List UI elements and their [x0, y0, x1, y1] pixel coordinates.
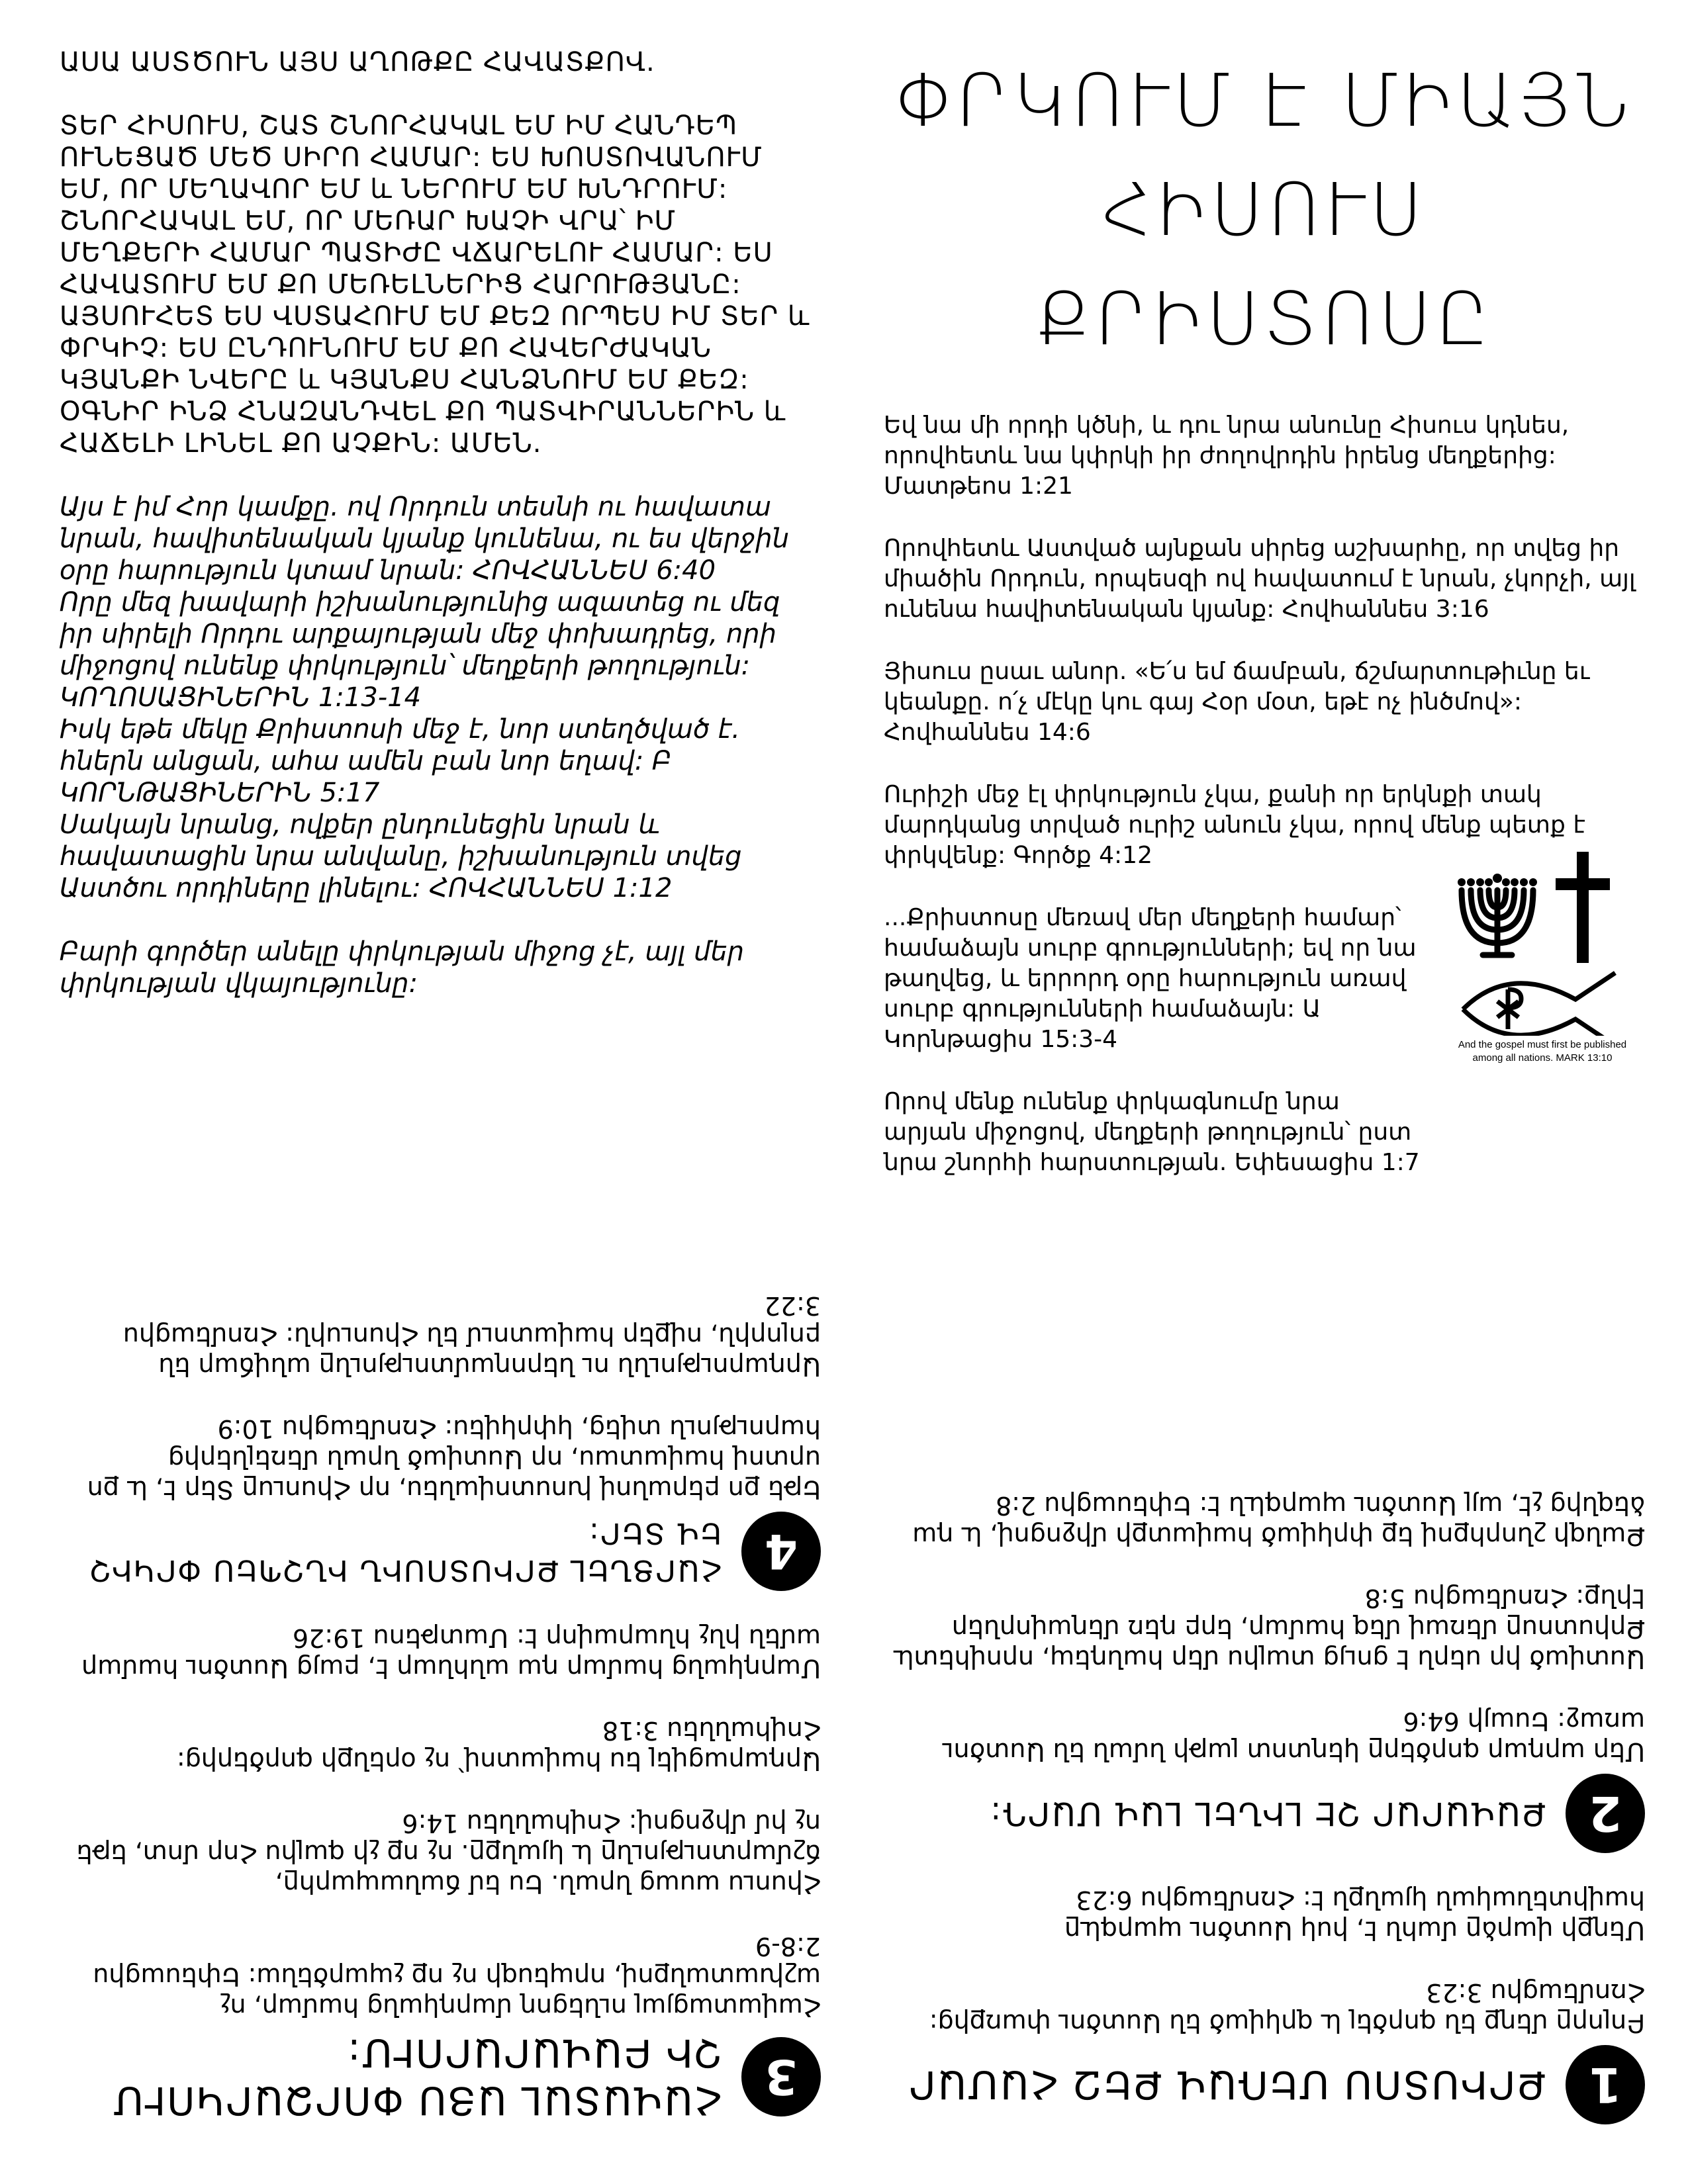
title-line-2: ՀԻՍՈՒՍ ՔՐԻՍՏՈՍԸ — [1035, 167, 1494, 361]
verse-item: Մեր արդար գործերը կեղտոտ լաթի նման են Աստծու առաջ: Եսայի 64:6 — [934, 1707, 1645, 1766]
verse-item: Քանզի շնորհքով եք փրկված հավատքի միջոցով, և դա ձեզնից չէ, այլ Աստծու պարգևն է: Եփեսացիս 2:8 — [904, 1491, 1645, 1551]
step-1-heading: ՔՐԻՍՏՈՍ ՄԵՌԱՎ ՔԵԶ ՀԱՄԱՐ — [908, 2062, 1546, 2107]
verse-item: Որովհետև Աստված այնքան սիրեց աշխարհը, որ տվեց իր միածին Որդուն, որպեսզի ով հավատում է նրան, չկորչի, այլ ունենա հավիտենական կյանք: Հովհաննես 3:16 — [884, 535, 1644, 623]
cross-icon — [1556, 852, 1610, 963]
step-2-header — [884, 1774, 1645, 1853]
verse-item: Մարդկանց համար դա անհնար է, բայց Աստծու համար ամեն ինչ հնարավոր է: Մատթեոս 19:26 — [73, 1623, 821, 1683]
verse-item: Սակայն նրանց, ովքեր ընդունեցին նրան և հավատացին նրա անվանը, իշխանություն տվեց Աստծու որդիները լինելու: ՀՈՎՀԱՆՆԵՍ 1:12 — [60, 809, 751, 903]
step-number-badge: 4 — [741, 1512, 821, 1591]
step-2-heading: ՔԱՎԱՐԱՐ ՉԷ ԼԻՆԵԼ ԼԱՎ ՄԱՐԴ: — [989, 1795, 1546, 1832]
prayer-intro: ԱՍԱ ԱՍՏԾՈՒՆ ԱՅՍ ԱՂՈԹՔԸ ՀԱՎԱՏՔՈՎ. — [60, 47, 655, 77]
symbols-caption: And the gospel must first be published among all nations. MARK 13:10 — [1458, 1039, 1627, 1064]
verse-item: Այս է իմ Հոր կամքը. ով Որդուն տեսնի ու հավատա նրան, հավիտենական կյանք կունենա, ու ես վերջին օրը հարություն կտամ նրան: ՀՈՎՀԱՆՆԵՍ 6:40 — [60, 492, 798, 586]
verse-item: Արդարացվել ես հավատով՝ ոչ օրենքի գործերից: Հովհաննես 3:18 — [168, 1716, 821, 1776]
step-1-header — [884, 2045, 1645, 2124]
step-3-header — [60, 2029, 821, 2124]
verse-item: Արդարությունն ու ներողամտությունը անվճար են բոլորին, ովքեր հավատում են Հիսուսին: Հռոմեացիս 3:22 — [115, 1291, 821, 1381]
step-number-badge: 3 — [741, 2037, 821, 2116]
works-note: Բարի գործեր անելը փրկության միջոց չէ, այլ մեր փրկության վկայությունը: — [60, 936, 753, 999]
steps-panel-right — [884, 1125, 1645, 2131]
title-line-1: ՓՐԿՈՒՄ Է ՄԻԱՅՆ — [894, 58, 1634, 143]
step-4-header — [60, 1512, 821, 1591]
step-number-badge: 1 — [1566, 2045, 1645, 2124]
prayer-panel — [60, 46, 821, 999]
menorah-icon — [1462, 890, 1533, 955]
step-4-heading: ՀԱՐՑՆԵԼ ՔՐԻՍՏՈՍԻՆ ԻՆՉՊԵՍ ՓՐԿԻՉ ԵՎ ՏԵՐ: — [88, 1516, 722, 1587]
religious-symbols — [1456, 844, 1628, 1062]
verse-item: Որը մեզ խավարի իշխանությունից ազատեց ու մեզ իր սիրելի Որդու արքայության մեջ փոխադրեց, որի միջոցով ունենք փրկություն՝ մեղքերի թողություն: ԿՈՂՈՍԱՑԻՆԵՐԻՆ 1:13-14 — [60, 587, 789, 713]
verse-item: Հիսուս ասաց նրան. Ես եմ ճանապարհը, ճշմարտությունը և կյանքը. ոչ ոք չի գալիս Հոր մոտ, եթե ոչ իմ միջոցով: Հովհաննես 14:6 — [68, 1809, 821, 1899]
steps-panel-left — [60, 1125, 821, 2131]
verse-item: Իսկ եթե մեկը Քրիստոսի մեջ է, նոր ստեղծված է. հներն անցան, ահա ամեն բան նոր եղավ: Բ ԿՈՐՆԹԱՑԻՆԵՐԻՆ 5:17 — [60, 714, 749, 808]
verse-item: Աստված իր սերն է ցույց տալիս մեր հանդեպ, որովհետև Քրիստոսը մեռավ մեզ համար, երբ դեռ մեղավորներ էինք: Հռոմեացիս 5:8 — [885, 1584, 1645, 1674]
symbols-graphic — [1456, 844, 1628, 1036]
ichthys-chi-rho-icon — [1463, 973, 1615, 1036]
step-3-heading: ՀԱՎԱՏԱԼ ԱՅՍ ՓՈՐՁԱՐԿՈՒՄ ՉԻ ԲԱՎԱՐԱՐՈՒՄ: — [111, 2030, 722, 2123]
verse-item: Հավատացյալ ունեցող մարդկանց համար, ոչ աշխատանքով, որպեսզի ոչ ոք չպարծենա: Եփեսացիս 2:8-9 — [85, 1932, 821, 2022]
verse-item: Ուրիշի մեջ էլ փրկություն չկա, քանի որ երկնքի տակ մարդկանց տրված ուրիշ անուն չկա, որով մենք պետք է փրկվենք: Գործք 4:12 — [884, 781, 1593, 869]
verse-item: Որով մենք ունենք փրկագնումը նրա արյան միջոցով, մեղքերի թողություն՝ ըստ նրա շնորհի հարստության. Եփեսացիս 1:7 — [884, 1088, 1420, 1176]
verse-item: Եվ նա մի որդի կծնի, և դու նրա անունը Հիսուս կդնես, որովհետև նա կփրկի իր ժողովրդին իրենց մեղքերից: Մատթեոս 1:21 — [884, 412, 1577, 500]
verse-item: Մեղքի վարձը մահն է, իսկ Աստծու պարգևը հավիտենական կյանքն է: Հռոմեացիս 6:23 — [1056, 1886, 1645, 1945]
verse-item: ...Քրիստոսը մեռավ մեր մեղքերի համար՝ համաձայն սուրբ գրությունների; եվ որ նա թաղվեց, և երրորդ օրը հարություն առավ սուրբ գրությունների համաձայն: Ա Կորնթացիս 15:3-4 — [884, 904, 1425, 1053]
prayer-body: ՏԵՐ ՀԻՍՈՒՍ, ՇԱՏ ՇՆՈՐՀԱԿԱԼ ԵՄ ԻՄ ՀԱՆԴԵՊ ՈՒՆԵՑԱԾ ՄԵԾ ՍԻՐՈ ՀԱՄԱՐ: ԵՍ ԽՈՍՏՈՎԱՆՈՒՄ ԵՄ, ՈՐ ՄԵՂԱՎՈՐ ԵՄ և ՆԵՐՈՒՄ ԵՄ ԽՆԴՐՈՒՄ: ՇՆՈՐՀԱԿԱԼ ԵՄ, ՈՐ ՄԵՌԱՐ ԽԱՉԻ ՎՐԱ՝ ԻՄ ՄԵՂՔԵՐԻ ՀԱՄԱՐ ՊԱՏԻԺԸ ՎՃԱՐԵԼՈՒ ՀԱՄԱՐ: ԵՍ ՀԱՎԱՏՈՒՄ ԵՄ ՔՈ ՄԵՌԵԼՆԵՐԻՑ ՀԱՐՈՒԹՅԱՆԸ: ԱՅՍՈՒՀԵՏ ԵՍ ՎՍՏԱՀՈՒՄ ԵՄ ՔԵԶ ՈՐՊԵՍ ԻՄ ՏԵՐ և ՓՐԿԻՉ: ԵՍ ԸՆԴՈՒՆՈՒՄ ԵՄ ՔՈ ՀԱՎԵՐԺԱԿԱՆ ԿՅԱՆՔԻ ՆՎԵՐԸ և ԿՅԱՆՔՍ ՀԱՆՁՆՈՒՄ ԵՄ ՔԵԶ: ՕԳՆԻՐ ԻՆՁ ՀՆԱԶԱՆԴՎԵԼ ՔՈ ՊԱՏՎԻՐԱՆՆԵՐԻՆ և ՀԱՃԵԼԻ ԼԻՆԵԼ ՔՈ ԱՉՔԻՆ: ԱՄԵՆ. — [60, 111, 820, 459]
step-number-badge: 2 — [1566, 1774, 1645, 1853]
verse-item: Բոլորը մեղք են գործել և զրկված են Աստծու փառքից: Հռոմեացիս 3:23 — [921, 1978, 1645, 2038]
verse-item: Եթե քո բերանով խոստովանես, որ Հիսուսը Տեր է, և քո սրտով հավատաս, որ Աստված նրան մեռելներից հարություն տվեց, կփրկվես: Հռոմեացիս 10:9 — [79, 1414, 821, 1504]
verse-item: Յիսուս ըսաւ անոր. «Ե՛ս եմ ճամբան, ճշմարտութիւնը եւ կեանքը. ո՛չ մէկը կու գայ Հօր մօտ, եթէ ոչ ինծմով»: Հովհաննես 14:6 — [884, 658, 1597, 746]
